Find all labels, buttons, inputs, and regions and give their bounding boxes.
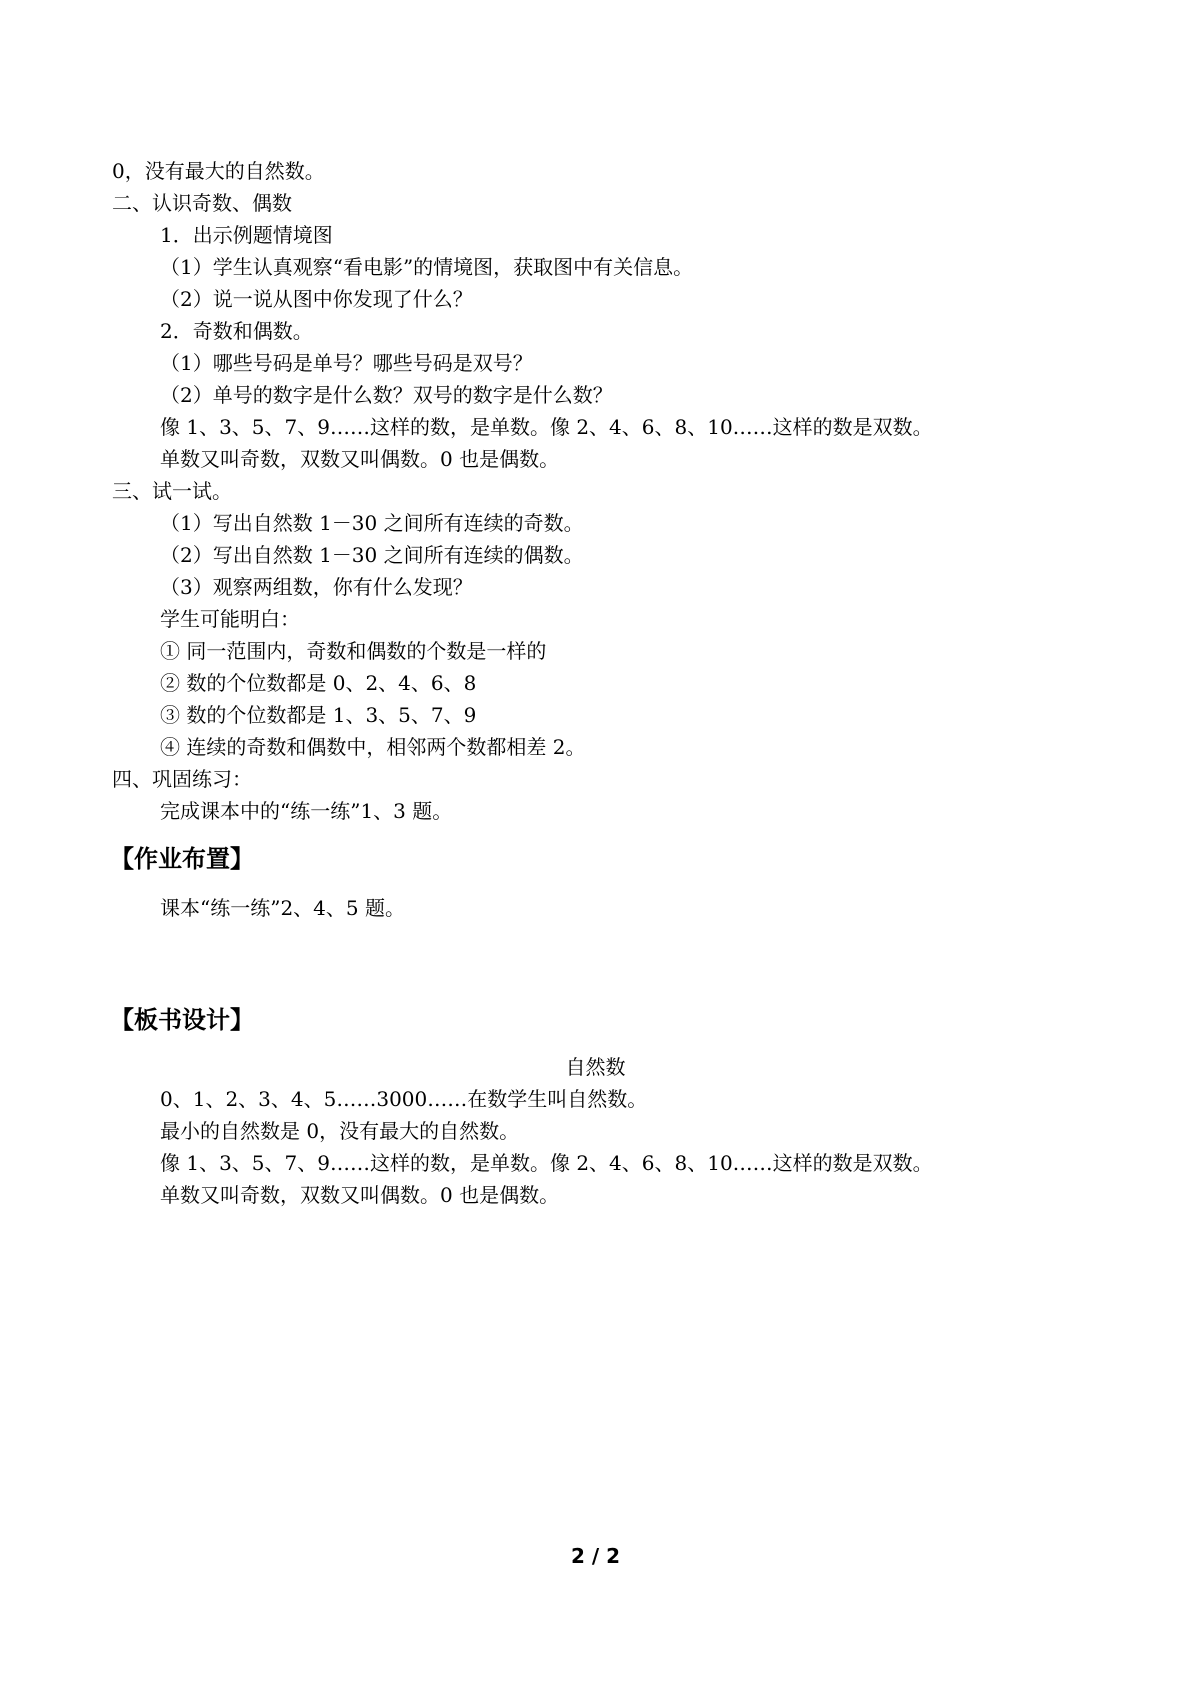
body-line: ① 同一范围内，奇数和偶数的个数是一样的 <box>160 639 547 663</box>
body-line: 完成课本中的“练一练”1、3 题。 <box>160 799 453 823</box>
body-line: 学生可能明白： <box>160 607 300 631</box>
section-heading: 三、试一试。 <box>112 479 232 503</box>
board-line: 像 1、3、5、7、9……这样的数，是单数。像 2、4、6、8、10……这样的数是双数。 <box>160 1151 933 1175</box>
body-line: 单数又叫奇数，双数又叫偶数。0 也是偶数。 <box>160 447 560 471</box>
body-line: 1．出示例题情境图 <box>160 223 333 247</box>
body-line: ④ 连续的奇数和偶数中，相邻两个数都相差 2。 <box>160 735 586 759</box>
homework-heading: 【作业布置】 <box>110 845 254 873</box>
section-heading: 四、巩固练习： <box>112 767 252 791</box>
board-line: 最小的自然数是 0，没有最大的自然数。 <box>160 1119 520 1143</box>
body-line: ③ 数的个位数都是 1、3、5、7、9 <box>160 703 477 727</box>
board-title: 自然数 <box>565 1055 626 1079</box>
body-line: （3）观察两组数，你有什么发现？ <box>160 575 473 599</box>
body-line: 0，没有最大的自然数。 <box>112 159 325 183</box>
board-line: 单数又叫奇数，双数又叫偶数。0 也是偶数。 <box>160 1183 560 1207</box>
board-heading: 【板书设计】 <box>110 1006 254 1034</box>
body-line: （2）单号的数字是什么数？双号的数字是什么数？ <box>160 383 613 407</box>
body-line: 像 1、3、5、7、9……这样的数，是单数。像 2、4、6、8、10……这样的数是双数。 <box>160 415 933 439</box>
body-line: （1）哪些号码是单号？哪些号码是双号？ <box>160 351 533 375</box>
body-line: （2）说一说从图中你发现了什么？ <box>160 287 473 311</box>
homework-text: 课本“练一练”2、4、5 题。 <box>160 896 405 920</box>
body-line: ② 数的个位数都是 0、2、4、6、8 <box>160 671 477 695</box>
body-line: （1）写出自然数 1－30 之间所有连续的奇数。 <box>160 511 584 535</box>
section-heading: 二、认识奇数、偶数 <box>112 191 292 215</box>
board-line: 0、1、2、3、4、5……3000……在数学生叫自然数。 <box>160 1087 648 1111</box>
page-number: 2 / 2 <box>570 1544 621 1568</box>
body-line: （2）写出自然数 1－30 之间所有连续的偶数。 <box>160 543 584 567</box>
body-line: （1）学生认真观察“看电影”的情境图，获取图中有关信息。 <box>160 255 694 279</box>
body-line: 2．奇数和偶数。 <box>160 319 313 343</box>
